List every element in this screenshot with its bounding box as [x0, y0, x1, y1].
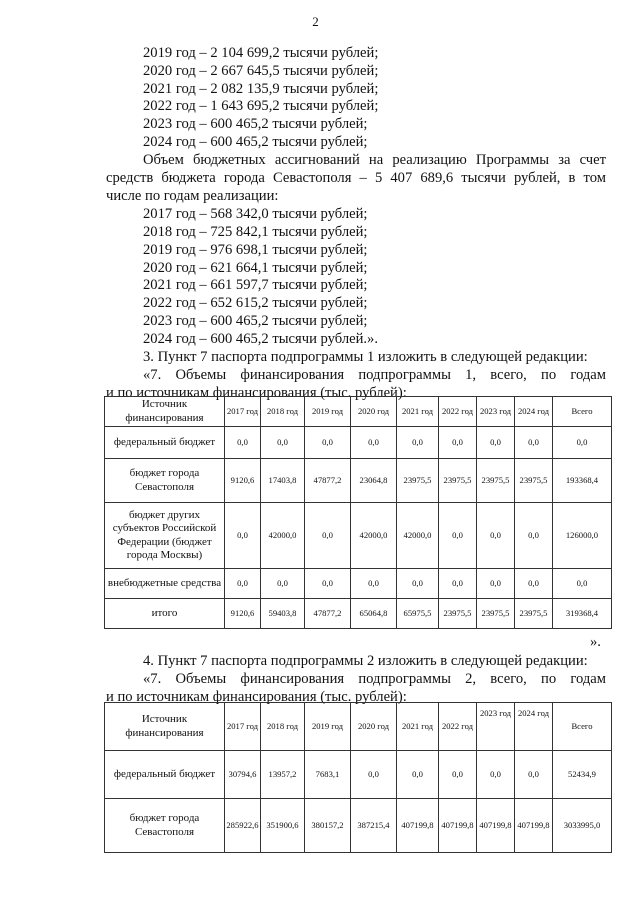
table-cell: 0,0: [305, 427, 351, 459]
table-cell: 0,0: [397, 427, 439, 459]
table-header: Всего: [553, 397, 612, 427]
list-item: 2023 год – 600 465,2 тысячи рублей;: [143, 313, 368, 329]
table-cell: 42000,0: [397, 503, 439, 569]
table-cell: 407199,8: [477, 799, 515, 853]
table-header: 2024 год: [515, 397, 553, 427]
table-cell: 23975,5: [397, 459, 439, 503]
table-header: 2018 год: [261, 397, 305, 427]
paragraph-line: Объем бюджетных ассигнований на реализацию Программы за счет: [143, 152, 606, 168]
table-cell: 0,0: [351, 569, 397, 599]
table-cell: внебюджетные средства: [105, 569, 225, 599]
table-header: 2024 год: [515, 703, 553, 751]
paragraph-line: «7. Объемы финансирования подпрограммы 2, всего, по годам: [143, 671, 606, 687]
table-cell: бюджет города Севастополя: [105, 799, 225, 853]
table-cell: 0,0: [261, 569, 305, 599]
table-cell: 0,0: [515, 751, 553, 799]
paragraph-line: и по источникам финансирования (тыс. рублей):: [106, 689, 407, 705]
table-cell: 0,0: [477, 569, 515, 599]
paragraph-line: средств бюджета города Севастополя – 5 407 689,6 тысячи рублей, в том: [106, 170, 606, 186]
table-header: 2019 год: [305, 703, 351, 751]
list-item: 2024 год – 600 465,2 тысячи рублей;: [143, 134, 368, 150]
table-header: 2023 год: [477, 397, 515, 427]
table-cell: 380157,2: [305, 799, 351, 853]
table-header-row: [105, 397, 612, 427]
table-cell: 9120,6: [225, 459, 261, 503]
table-cell: 285922,6: [225, 799, 261, 853]
table-cell: 23975,5: [515, 459, 553, 503]
table-header: 2021 год: [397, 703, 439, 751]
list-item: 2020 год – 2 667 645,5 тысячи рублей;: [143, 63, 379, 79]
table-cell: 351900,6: [261, 799, 305, 853]
table-cell: 0,0: [553, 569, 612, 599]
table-cell: 23975,5: [477, 459, 515, 503]
table-header: 2020 год: [351, 397, 397, 427]
table-row: [105, 459, 612, 503]
financing-table-2: [104, 702, 612, 853]
table-cell: 0,0: [477, 427, 515, 459]
table-cell: 47877,2: [305, 459, 351, 503]
financing-table-1: [104, 396, 612, 629]
table-cell: 23975,5: [515, 599, 553, 629]
table-cell: 65975,5: [397, 599, 439, 629]
table-cell: 13957,2: [261, 751, 305, 799]
table-header: Источник финансирования: [105, 703, 225, 751]
table-cell: 0,0: [477, 503, 515, 569]
table-cell: 0,0: [397, 751, 439, 799]
table-cell: бюджет города Севастополя: [105, 459, 225, 503]
list-item: 2019 год – 2 104 699,2 тысячи рублей;: [143, 45, 379, 61]
table-header-row: [105, 703, 612, 751]
table-cell: 0,0: [439, 569, 477, 599]
table-header: 2018 год: [261, 703, 305, 751]
page-number: 2: [312, 14, 319, 29]
item-heading: 4. Пункт 7 паспорта подпрограммы 2 изложить в следующей редакции:: [143, 653, 588, 669]
table-cell: 0,0: [305, 569, 351, 599]
table-cell: 9120,6: [225, 599, 261, 629]
table-cell: 0,0: [397, 569, 439, 599]
table-cell: 0,0: [351, 427, 397, 459]
table-header: Источник финансирования: [105, 397, 225, 427]
table-cell: 17403,8: [261, 459, 305, 503]
table-cell: 42000,0: [351, 503, 397, 569]
table-cell: 23975,5: [477, 599, 515, 629]
table-cell: 0,0: [515, 569, 553, 599]
table-cell: 319368,4: [553, 599, 612, 629]
table-cell: 0,0: [225, 569, 261, 599]
table-cell: 7683,1: [305, 751, 351, 799]
table-cell: 387215,4: [351, 799, 397, 853]
table-cell: 0,0: [477, 751, 515, 799]
list-item: 2021 год – 661 597,7 тысячи рублей;: [143, 277, 368, 293]
table-cell: 193368,4: [553, 459, 612, 503]
table-cell: бюджет других субъектов Российской Федерации (бюджет города Москвы): [105, 503, 225, 569]
list-item: 2023 год – 600 465,2 тысячи рублей;: [143, 116, 368, 132]
table-cell: 0,0: [439, 427, 477, 459]
table-cell: федеральный бюджет: [105, 751, 225, 799]
table-row: [105, 799, 612, 853]
paragraph-line: и по источникам финансирования (тыс. рублей):: [106, 385, 407, 401]
table-cell: 52434,9: [553, 751, 612, 799]
list-item: 2024 год – 600 465,2 тысячи рублей.».: [143, 331, 378, 347]
table-cell: 0,0: [351, 751, 397, 799]
table-cell: 407199,8: [439, 799, 477, 853]
table-cell: 42000,0: [261, 503, 305, 569]
table-header: 2023 год: [477, 703, 515, 751]
paragraph-line: числе по годам реализации:: [106, 188, 279, 204]
table-cell: итого: [105, 599, 225, 629]
item-heading: 3. Пункт 7 паспорта подпрограммы 1 изложить в следующей редакции:: [143, 349, 588, 365]
table-cell: 23975,5: [439, 599, 477, 629]
list-item: 2022 год – 652 615,2 тысячи рублей;: [143, 295, 368, 311]
table-cell: 0,0: [515, 503, 553, 569]
table-cell: 0,0: [225, 503, 261, 569]
table-cell: 0,0: [225, 427, 261, 459]
table-cell: 0,0: [515, 427, 553, 459]
list-item: 2021 год – 2 082 135,9 тысячи рублей;: [143, 81, 379, 97]
table-cell: 59403,8: [261, 599, 305, 629]
table-header: 2017 год: [225, 397, 261, 427]
table-row: [105, 751, 612, 799]
list-item: 2018 год – 725 842,1 тысячи рублей;: [143, 224, 368, 240]
table-cell: 0,0: [439, 503, 477, 569]
table-cell: 0,0: [261, 427, 305, 459]
table-row: [105, 569, 612, 599]
table-cell: 23975,5: [439, 459, 477, 503]
table-cell: 407199,8: [397, 799, 439, 853]
list-item: 2022 год – 1 643 695,2 тысячи рублей;: [143, 98, 379, 114]
list-item: 2020 год – 621 664,1 тысячи рублей;: [143, 260, 368, 276]
paragraph-line: «7. Объемы финансирования подпрограммы 1, всего, по годам: [143, 367, 606, 383]
table-row: [105, 599, 612, 629]
table-cell: 65064,8: [351, 599, 397, 629]
table-header: 2019 год: [305, 397, 351, 427]
table-cell: 3033995,0: [553, 799, 612, 853]
table-header: 2022 год: [439, 397, 477, 427]
table-cell: 0,0: [553, 427, 612, 459]
closing-quote: ».: [590, 634, 601, 650]
table-cell: 30794,6: [225, 751, 261, 799]
table-header: 2021 год: [397, 397, 439, 427]
table-cell: 407199,8: [515, 799, 553, 853]
table-row: [105, 503, 612, 569]
table-cell: 126000,0: [553, 503, 612, 569]
table-header: 2017 год: [225, 703, 261, 751]
table-cell: 47877,2: [305, 599, 351, 629]
table-cell: 23064,8: [351, 459, 397, 503]
table-cell: 0,0: [305, 503, 351, 569]
table-header: 2020 год: [351, 703, 397, 751]
table-header: 2022 год: [439, 703, 477, 751]
list-item: 2017 год – 568 342,0 тысячи рублей;: [143, 206, 368, 222]
table-row: [105, 427, 612, 459]
table-cell: 0,0: [439, 751, 477, 799]
table-cell: федеральный бюджет: [105, 427, 225, 459]
list-item: 2019 год – 976 698,1 тысячи рублей;: [143, 242, 368, 258]
table-header: Всего: [553, 703, 612, 751]
